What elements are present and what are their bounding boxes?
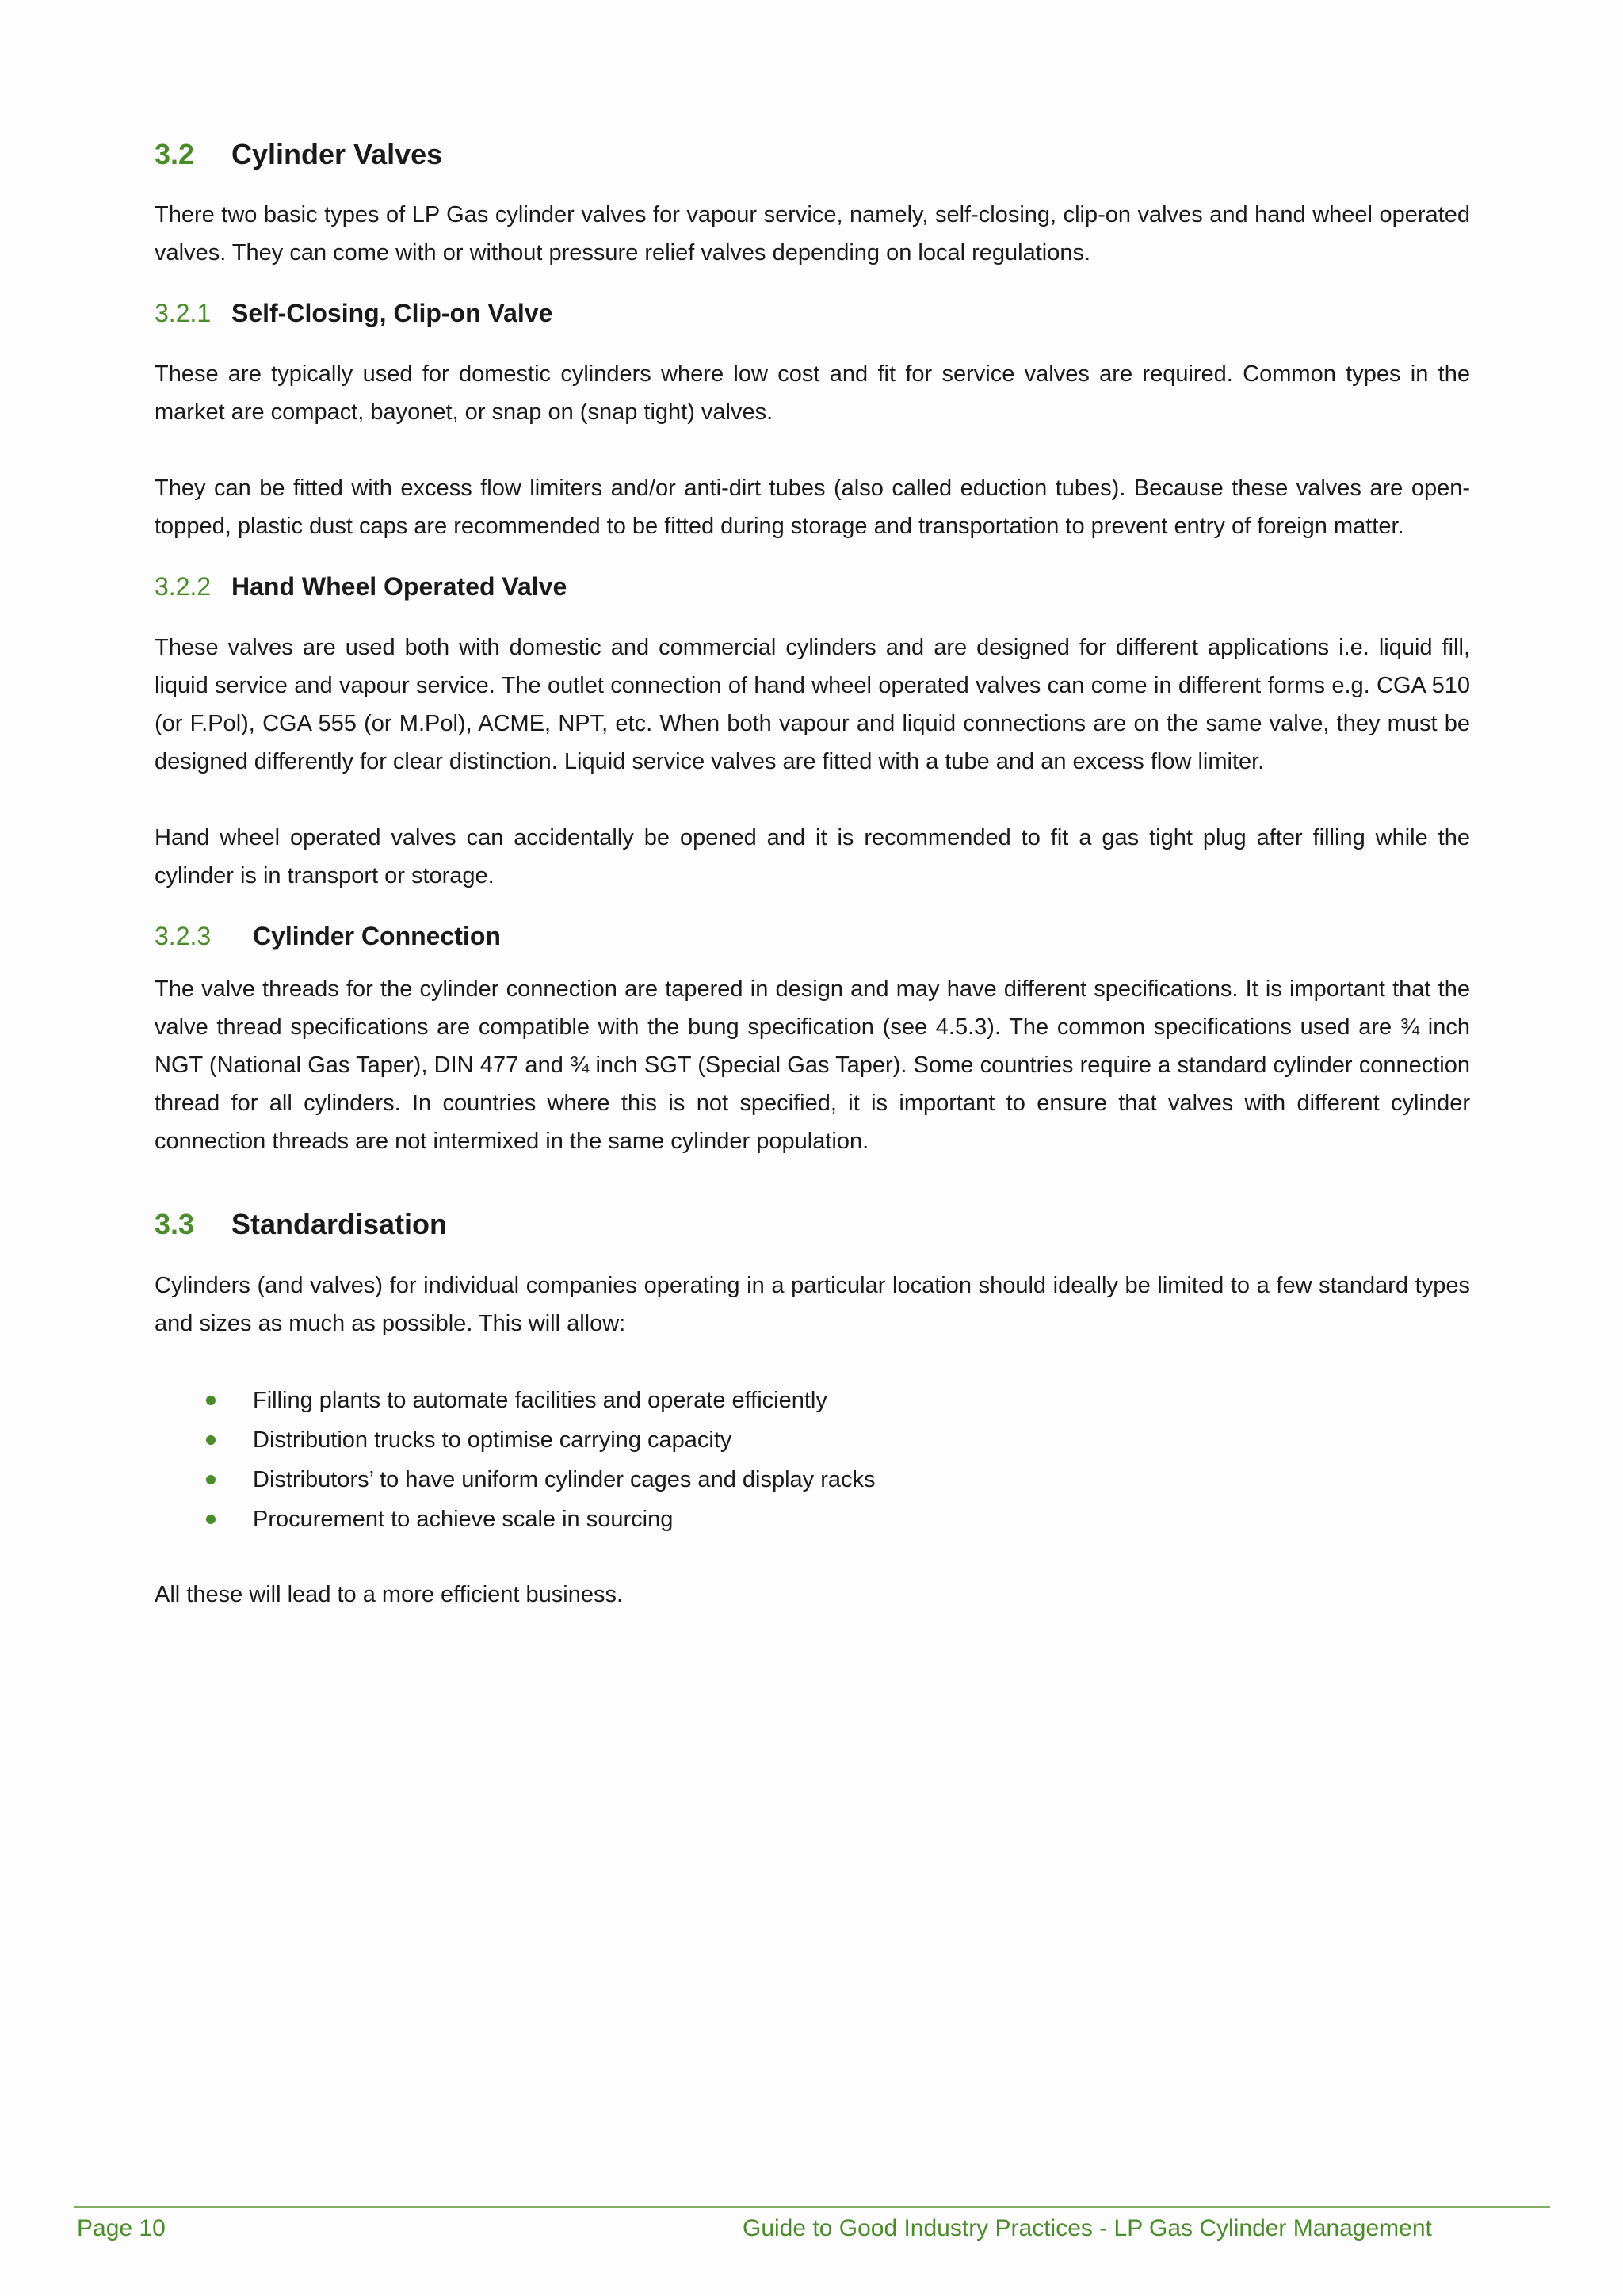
paragraph: All these will lead to a more efficient business. — [155, 1582, 624, 1607]
heading-3-2-3 — [155, 922, 1470, 951]
list-item — [155, 1460, 1470, 1499]
section-title: Self-Closing, Clip-on Valve — [231, 299, 553, 327]
bullet-list — [155, 1381, 1470, 1539]
heading-3-3 — [155, 1208, 1470, 1241]
list-item-text: Distributors’ to have uniform cylinder cages and display racks — [253, 1467, 876, 1492]
bullet-icon — [206, 1475, 216, 1484]
list-item-text: Procurement to achieve scale in sourcing — [253, 1507, 674, 1532]
section-number: 3.2.2 — [155, 572, 212, 601]
heading-3-2 — [155, 138, 1470, 171]
list-item-text: Filling plants to automate facilities and operate efficiently — [253, 1388, 827, 1413]
paragraph: There two basic types of LP Gas cylinder valves for vapour service, namely, self-closing, clip-on valves and hand wheel operated valves. They can come with or without pressure relief valves depending on local regulations. — [155, 202, 1470, 266]
section-number: 3.2 — [155, 138, 195, 170]
bullet-icon — [206, 1515, 216, 1524]
list-item-text: Distribution trucks to optimise carrying capacity — [253, 1427, 732, 1453]
paragraph: These valves are used both with domestic and commercial cylinders and are designed for different applications i.e. liquid fill, liquid service and vapour service. The outlet connection of hand wheel operated valves can come in different forms e.g. CGA 510 (or F.Pol), CGA 555 (or M.Pol), ACME, NPT, etc. When both vapour and liquid connections are on the same valve, they must be designed differently for clear distinction. Liquid service valves are fitted with a tube and an excess flow limiter. — [155, 635, 1470, 774]
section-title: Cylinder Valves — [231, 138, 443, 170]
list-item — [155, 1499, 1470, 1539]
paragraph: They can be fitted with excess flow limiters and/or anti-dirt tubes (also called eduction tubes). Because these valves are open-topped, plastic dust caps are recommended to be fitted during storage and transportation to prevent entry of foreign matter. — [155, 476, 1470, 539]
document-page — [155, 127, 1470, 1614]
bullet-icon — [206, 1396, 216, 1405]
section-title: Cylinder Connection — [253, 922, 501, 950]
paragraph: The valve threads for the cylinder connection are tapered in design and may have different specifications. It is important that the valve thread specifications are compatible with the bung specification (see 4.5.3). The common specifications used are ¾ inch NGT (National Gas Taper), DIN 477 and ¾ inch SGT (Special Gas Taper). Some countries require a standard cylinder connection thread for all cylinders. In countries where this is not specified, it is important to ensure that valves with different cylinder connection threads are not intermixed in the same cylinder population. — [155, 976, 1470, 1154]
section-number: 3.2.3 — [155, 922, 212, 950]
footer-page-number: Page 10 — [77, 2215, 166, 2241]
paragraph: Hand wheel operated valves can accidentally be opened and it is recommended to fit a gas tight plug after filling while the cylinder is in transport or storage. — [155, 825, 1470, 888]
paragraph: These are typically used for domestic cylinders where low cost and fit for service valves are required. Common types in the market are compact, bayonet, or snap on (snap tight) valves. — [155, 361, 1470, 425]
paragraph: Cylinders (and valves) for individual companies operating in a particular location should ideally be limited to a few standard types and sizes as much as possible. This will allow: — [155, 1273, 1470, 1336]
list-item — [155, 1381, 1470, 1420]
heading-3-2-1 — [155, 299, 1470, 328]
section-title: Standardisation — [231, 1208, 448, 1240]
heading-3-2-2 — [155, 572, 1470, 602]
list-item — [155, 1420, 1470, 1460]
footer-rule — [74, 2206, 1550, 2208]
bullet-icon — [206, 1435, 216, 1445]
section-title: Hand Wheel Operated Valve — [231, 572, 567, 601]
footer-document-title: Guide to Good Industry Practices - LP Gas Cylinder Management — [743, 2215, 1432, 2241]
section-number: 3.3 — [155, 1208, 195, 1240]
section-number: 3.2.1 — [155, 299, 212, 327]
